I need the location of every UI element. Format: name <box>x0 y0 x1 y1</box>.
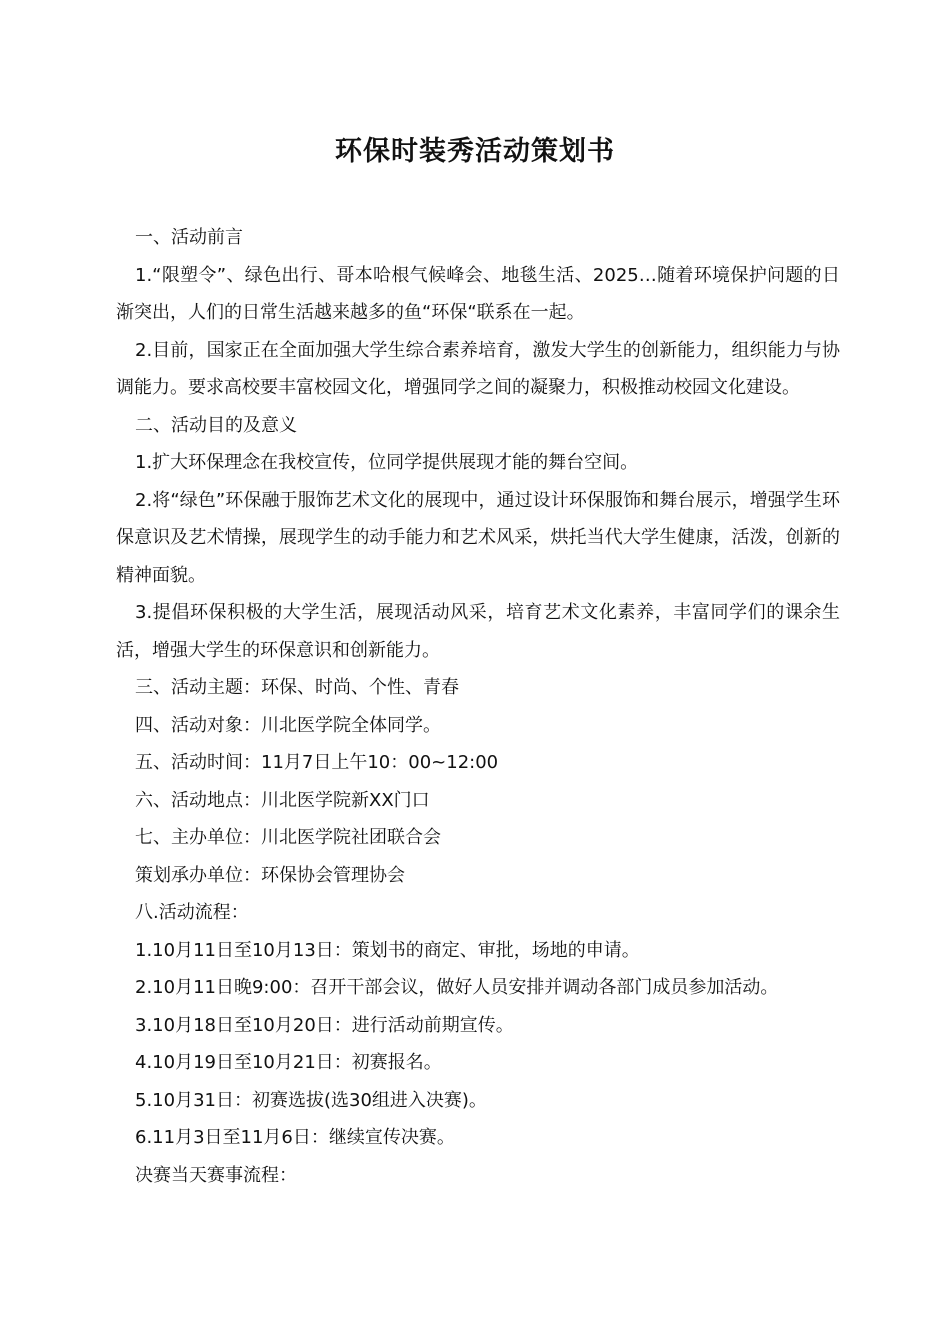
purpose-item-2: 2.将“绿色”环保融于服饰艺术文化的展现中，通过设计环保服饰和舞台展示，增强学生环保意识及艺术情操，展现学生的动手能力和艺术风采，烘托当代大学生健康，活泼，创新的精神面貌。 <box>116 489 840 586</box>
process-step-5: 5.10月31日：初赛选拔(选30组进入决赛)。 <box>135 1089 487 1111</box>
co-organizer: 策划承办单位：环保协会管理协会 <box>135 864 405 886</box>
activity-audience: 四、活动对象：川北医学院全体同学。 <box>135 714 441 736</box>
final-day-heading: 决赛当天赛事流程： <box>135 1164 297 1186</box>
activity-time: 五、活动时间：11月7日上午10：00~12:00 <box>135 752 499 773</box>
document-body <box>116 219 840 1194</box>
process-step-3: 3.10月18日至10月20日：进行活动前期宣传。 <box>135 1014 514 1036</box>
organizer: 七、主办单位：川北医学院社团联合会 <box>135 827 441 848</box>
preface-item-1: 1.“限塑令”、绿色出行、哥本哈根气候峰会、地毯生活、2025…随着环境保护问题的日渐突出，人们的日常生活越来越多的鱼“环保“联系在一起。 <box>116 264 840 323</box>
heading-preface: 一、活动前言 <box>135 227 243 248</box>
process-step-1: 1.10月11日至10月13日：策划书的商定、审批，场地的申请。 <box>135 939 640 961</box>
process-step-6: 6.11月3日至11月6日：继续宣传决赛。 <box>135 1127 455 1148</box>
preface-item-2: 2.目前，国家正在全面加强大学生综合素养培育，激发大学生的创新能力，组织能力与协调能力。要求高校要丰富校园文化，增强同学之间的凝聚力，积极推动校园文化建设。 <box>116 339 840 398</box>
activity-location: 六、活动地点：川北医学院新XX门口 <box>135 789 430 811</box>
document-title: 环保时装秀活动策划书 <box>335 136 615 167</box>
purpose-item-1: 1.扩大环保理念在我校宣传，位同学提供展现才能的舞台空间。 <box>135 452 639 473</box>
purpose-item-3: 3.提倡环保积极的大学生活，展现活动风采，培育艺术文化素养，丰富同学们的课余生活，增强大学生的环保意识和创新能力。 <box>116 602 840 661</box>
process-step-2: 2.10月11日晚9:00：召开干部会议，做好人员安排并调动各部门成员参加活动。 <box>135 977 779 998</box>
heading-purpose: 二、活动目的及意义 <box>135 414 297 436</box>
activity-theme: 三、活动主题：环保、时尚、个性、青春 <box>135 677 459 698</box>
heading-process: 八.活动流程： <box>135 902 249 923</box>
process-step-4: 4.10月19日至10月21日：初赛报名。 <box>135 1052 442 1073</box>
